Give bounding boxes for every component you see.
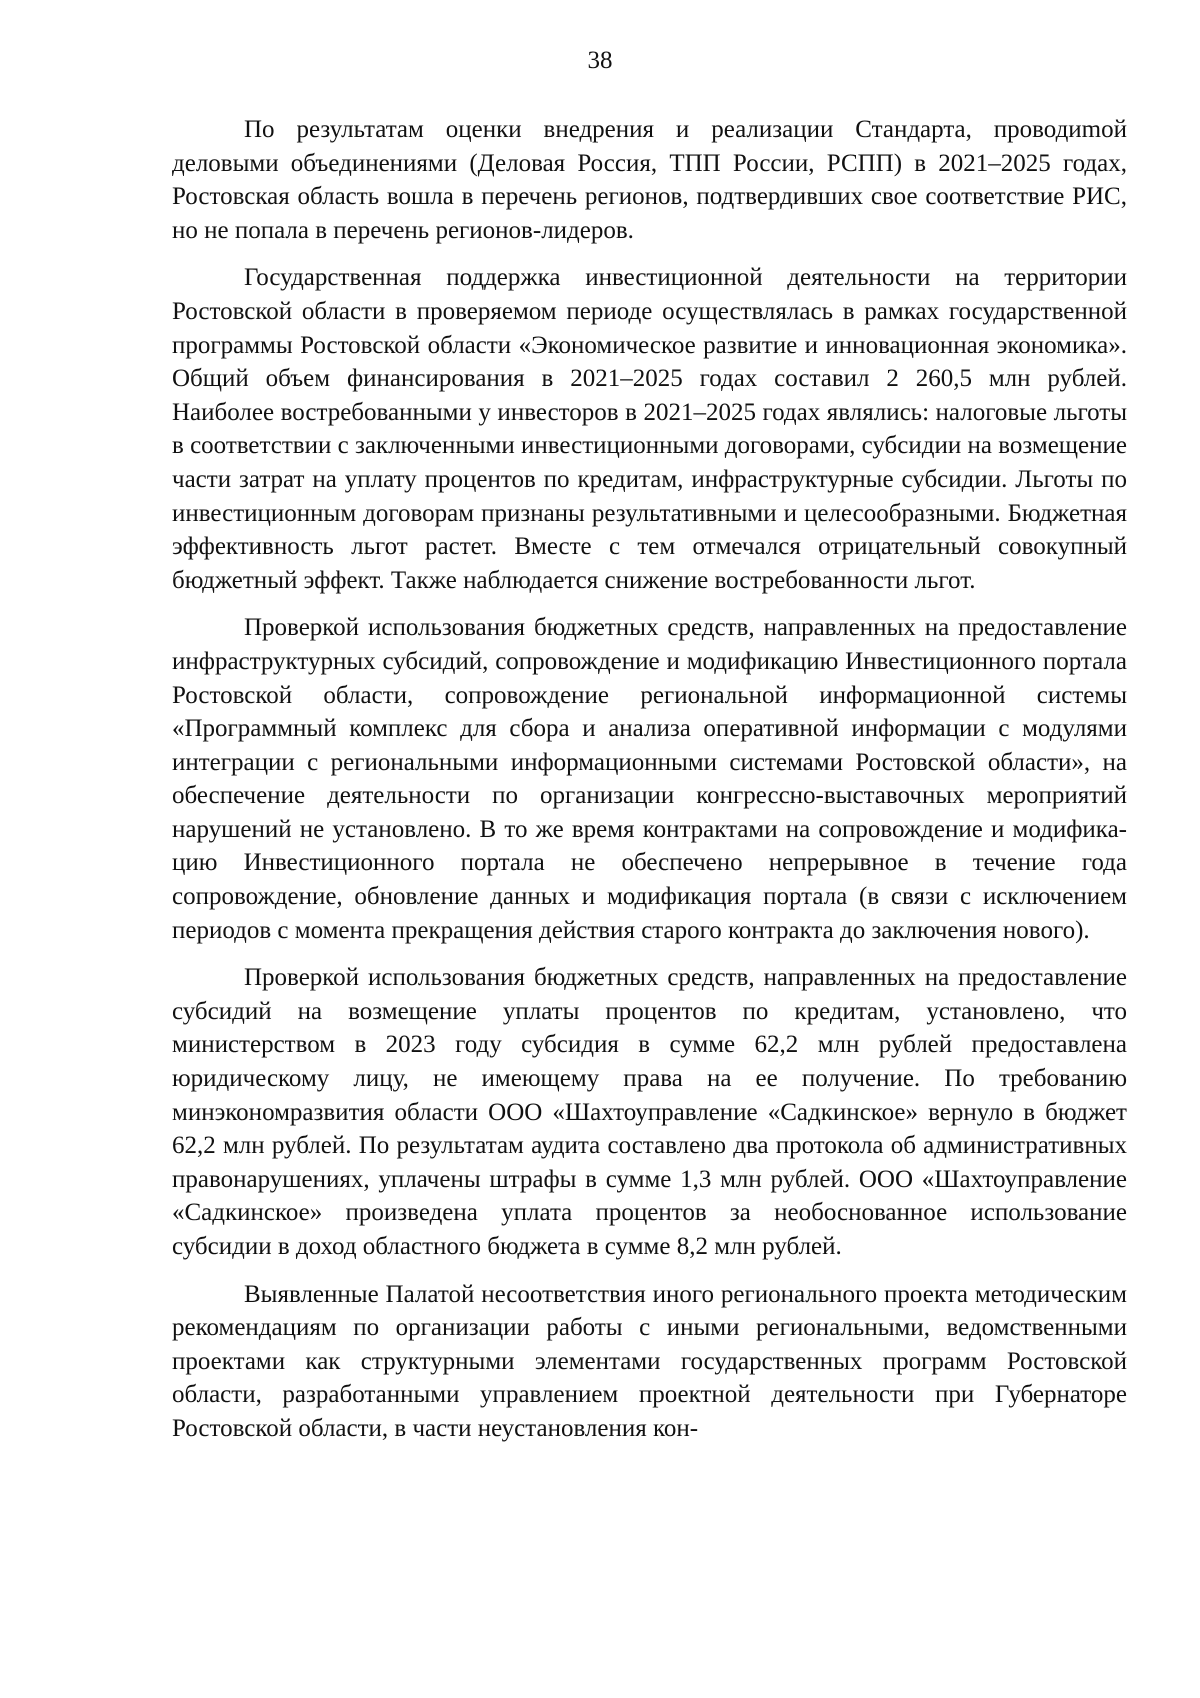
paragraph-regional-project-discrepancies: Выявленные Палатой несоответствия иного регионального проекта методическим рекомендациям по организации работы с иными региональными, ведомственными проектами как структурными элементами государственных программ Ростовской области, разработанными управлением проектной деятельности при Губернаторе Ростовской области, в части неустановления кон- bbox=[172, 1280, 1127, 1442]
paragraph-investment-support: Государственная поддержка инвестиционной деятельности на территории Ростовской области в проверяемом периоде осуществлялась в рамках государственной программы Ростовской области «Экономическое развитие и инновационная экономика». Общий объем финансирования в 2021–2025 годах составил 2 260,5 млн рублей. Наиболее востребованными у инвесторов в 2021–2025 годах являлись: налоговые льготы в соответствии с заключенными инвестиционными договорами, субсидии на возмещение части затрат на уплату процентов по кредитам, инфраструктурные субсидии. Льготы по инвестиционным договорам признаны результативными и целесообразными. Бюджетная эффективность льгот растет. Вместе с тем отмечался отрицательный совокупный бюджетный эффект. Также наблюдается снижение востребованности льгот. bbox=[172, 264, 1127, 594]
paragraph-standard-assessment: По результатам оценки внедрения и реализации Стандарта, проводиmой деловыми объединениями (Деловая Россия, ТПП России, РСПП) в 2021–2025 годах, Ростовская область вошла в перечень регионов, подтвердивших свое соответствие РИС, но не попала в перечень регионов-лидеров. bbox=[172, 116, 1127, 244]
paragraph-infrastructure-subsidies-audit: Проверкой использования бюджетных средств, направленных на предоставление инфраструктурных субсидий, сопровождение и модификацию Инвестиционного портала Ростовской области, сопровождение региональной информационной системы «Программный комплекс для сбора и анализа оперативной информации с модулями интеграции с региональными информационными системами Ростовской области», на обеспечение деятельности по организации конгрессно-выставочных мероприятий нарушений не установлено. В то же время контрактами на сопровождение и модификацию Инвестиционного портала не обеспечено непрерывное в течение года сопровождение, обновление данных и модификация портала (в связи с исключением периодов с момента прекращения действия старого контракта до заключения нового). bbox=[172, 614, 1127, 944]
paragraph-interest-subsidies-audit: Проверкой использования бюджетных средств, направленных на предоставление субсидий на возмещение уплаты процентов по кредитам, установлено, что министерством в 2023 году субсидия в сумме 62,2 млн рублей предоставлена юридическому лицу, не имеющему права на ее получение. По требованию минэкономразвития области ООО «Шахтоуправление «Садкинское» вернуло в бюджет 62,2 млн рублей. По результатам аудита составлено два протокола об административных правонарушениях, уплачены штрафы в сумме 1,3 млн рублей. ООО «Шахтоуправление «Садкинское» произведена уплата процентов за необоснованное использование субсидии в доход областного бюджета в сумме 8,2 млн рублей. bbox=[172, 964, 1127, 1260]
document-body bbox=[172, 113, 1127, 1460]
page-number: 38 bbox=[587, 47, 613, 74]
